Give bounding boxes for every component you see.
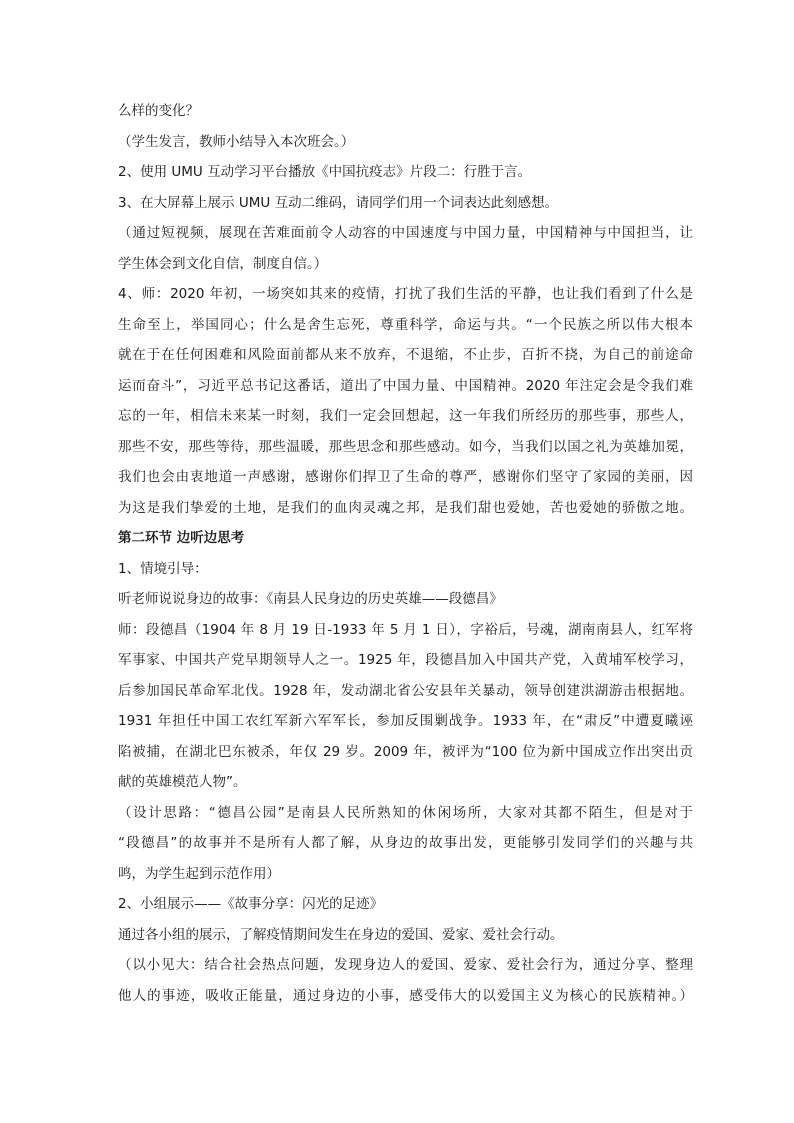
text-line: 运而奋斗”，习近平总书记这番话，道出了中国力量、中国精神。2020 年注定会是令我们难 — [118, 377, 693, 394]
text-line: （学生发言，教师小结导入本次班会。） — [118, 133, 355, 150]
text-line: （设计思路：“德昌公园”是南县人民所熟知的休闲场所，大家对其都不陌生，但是对于 — [118, 804, 693, 821]
text-line: 就在于在任何困难和风险面前都从来不放弃，不退缩，不止步，百折不挠，为自己的前途命 — [118, 347, 693, 363]
text-line: 3、在大屏幕上展示 UMU 互动二维码，请同学们用一个词表达此刻感想。 — [118, 194, 559, 211]
text-line: 鸣，为学生起到示范作用） — [118, 865, 280, 882]
text-line: 师：段德昌（1904 年 8 月 19 日-1933 年 5 月 1 日），字裕后，号魂，湖南南县人，红军将 — [118, 621, 693, 638]
text-line: 4、师：2020 年初，一场突如其来的疫情，打扰了我们生活的平静，也让我们看到了什么是 — [118, 286, 693, 302]
text-line: 忘的一年，相信未来某一时刻，我们一定会回想起，这一年我们所经历的那些事，那些人， — [118, 408, 693, 424]
text-line: 他人的事迹，吸收正能量，通过身边的小事，感受伟大的以爱国主义为核心的民族精神。） — [118, 987, 693, 1004]
document-body — [118, 96, 693, 1011]
section-heading: 第二环节 边听边思考 — [118, 530, 245, 546]
text-line: 通过各小组的展示，了解疫情期间发生在身边的爱国、爱家、爱社会行动。 — [118, 926, 564, 943]
text-line: 后参加国民革命军北伐。1928 年，发动湖北省公安县年关暴动，领导创建洪湖游击根据地。 — [118, 682, 693, 699]
text-line: 那些不安，那些等待，那些温暖，那些思念和那些感动。如今，当我们以国之礼为英雄加冕， — [118, 438, 693, 455]
text-line: 献的英雄模范人物”。 — [118, 774, 247, 790]
text-line: 1、情境引导： — [118, 560, 208, 577]
text-line: 陷被捕，在湖北巴东被杀，年仅 29 岁。2009 年，被评为“100 位为新中国成立作出突出贡 — [118, 743, 693, 760]
text-line: （通过短视频，展现在苦难面前令人动容的中国速度与中国力量，中国精神与中国担当，让 — [118, 225, 693, 241]
text-line: “段德昌”的故事并不是所有人都了解，从身边的故事出发，更能够引发同学们的兴趣与共 — [118, 835, 693, 851]
text-line: 1931 年担任中国工农红军新六军军长，参加反围剿战争。1933 年，在“肃反”中遭夏曦诬 — [118, 713, 693, 729]
text-line: 2、小组展示——《故事分享：闪光的足迹》 — [118, 896, 384, 912]
text-line: 我们也会由衷地道一声感谢，感谢你们捍卫了生命的尊严，感谢你们坚守了家园的美丽，因 — [118, 469, 693, 485]
text-line: 学生体会到文化自信，制度自信。） — [118, 255, 328, 272]
text-line: （以小见大：结合社会热点问题，发现身边人的爱国、爱家、爱社会行为，通过分享、整理 — [118, 957, 693, 973]
text-line: 么样的变化？ — [118, 103, 199, 119]
text-line: 生命至上，举国同心；什么是舍生忘死，尊重科学，命运与共。“一个民族之所以伟大根本 — [118, 316, 693, 333]
text-line: 军事家、中国共产党早期领导人之一。1925 年，段德昌加入中国共产党，入黄埔军校学习， — [118, 652, 693, 668]
text-line: 听老师说说身边的故事：《南县人民身边的历史英雄——段德昌》 — [118, 591, 503, 607]
text-line: 2、使用 UMU 互动学习平台播放《中国抗疫志》片段二：行胜于言。 — [118, 164, 532, 180]
text-line: 为这是我们挚爱的土地，是我们的血肉灵魂之邦，是我们甜也爱她，苦也爱她的骄傲之地。 — [118, 499, 693, 516]
